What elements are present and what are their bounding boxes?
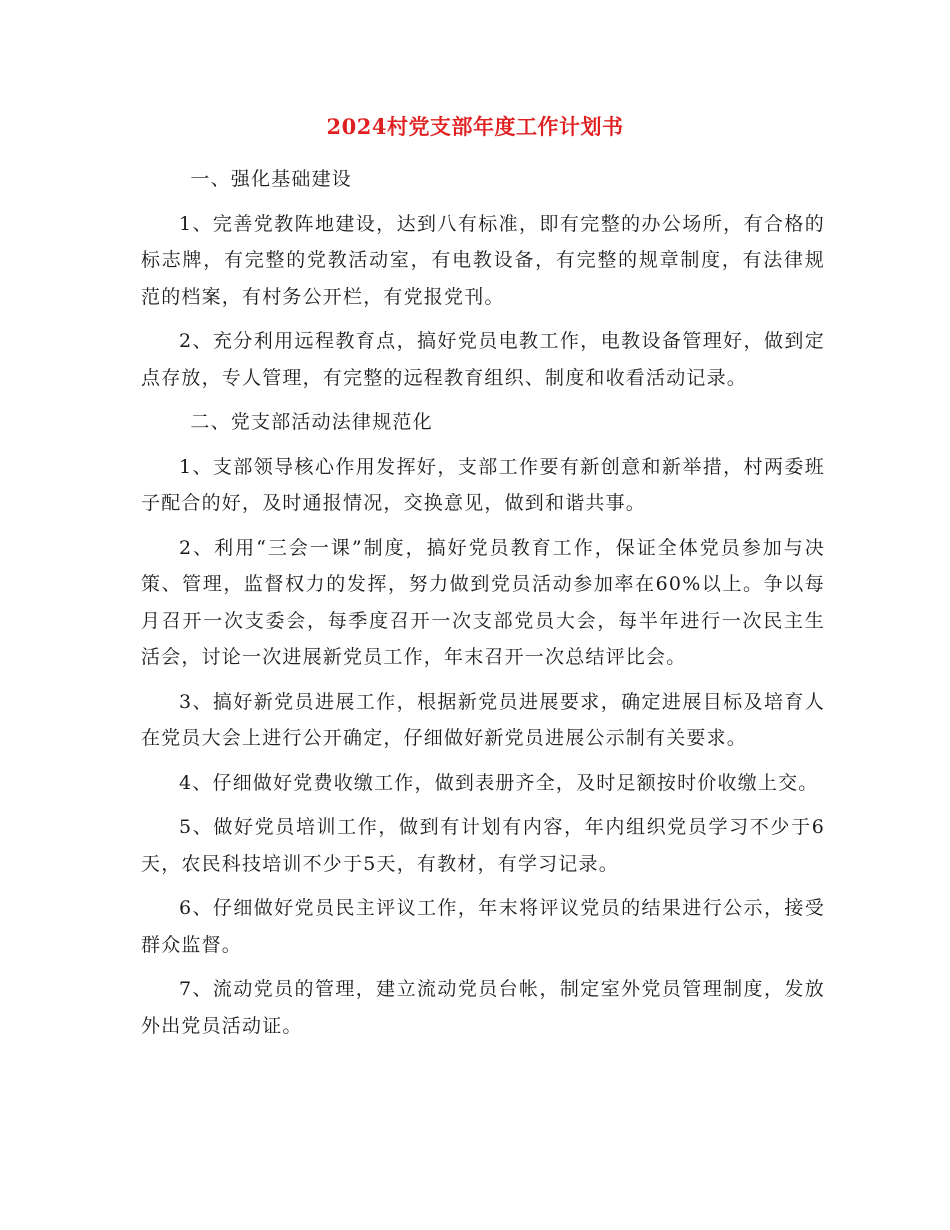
paragraph: 5、做好党员培训工作，做到有计划有内容，年内组织党员学习不少于6天，农民科技培训不少于5天，有教材，有学习记录。	[141, 816, 825, 875]
document-body	[141, 161, 825, 1052]
paragraph: 2、利用“三会一课”制度，搞好党员教育工作，保证全体党员参加与决策、管理，监督权力的发挥，努力做到党员活动参加率在60%以上。争以每月召开一次支委会，每季度召开一次支部党员大会，每半年进行一次民主生活会，讨论一次进展新党员工作，年末召开一次总结评比会。	[141, 536, 825, 668]
paragraph: 4、仔细做好党费收缴工作，做到表册齐全，及时足额按时价收缴上交。	[179, 771, 819, 794]
paragraph: 1、支部领导核心作用发挥好，支部工作要有新创意和新举措，村两委班子配合的好，及时通报情况，交换意见，做到和谐共事。	[141, 455, 825, 514]
document-title: 2024村党支部年度工作计划书	[326, 114, 624, 139]
paragraph: 7、流动党员的管理，建立流动党员台帐，制定室外党员管理制度，发放外出党员活动证。	[141, 978, 825, 1037]
paragraph: 2、充分利用远程教育点，搞好党员电教工作，电教设备管理好，做到定点存放，专人管理，有完整的远程教育组织、制度和收看活动记录。	[141, 330, 825, 389]
section-heading: 一、强化基础建设	[190, 168, 352, 190]
paragraph: 1、完善党教阵地建设，达到八有标准，即有完整的办公场所，有合格的标志牌，有完整的党教活动室，有电教设备，有完整的规章制度，有法律规范的档案，有村务公开栏，有党报党刊。	[141, 212, 825, 308]
paragraph: 6、仔细做好党员民主评议工作，年末将评议党员的结果进行公示，接受群众监督。	[141, 897, 825, 956]
section-heading: 二、党支部活动法律规范化	[190, 411, 433, 433]
paragraph: 3、搞好新党员进展工作，根据新党员进展要求，确定进展目标及培育人在党员大会上进行公开确定，仔细做好新党员进展公示制有关要求。	[141, 690, 825, 749]
